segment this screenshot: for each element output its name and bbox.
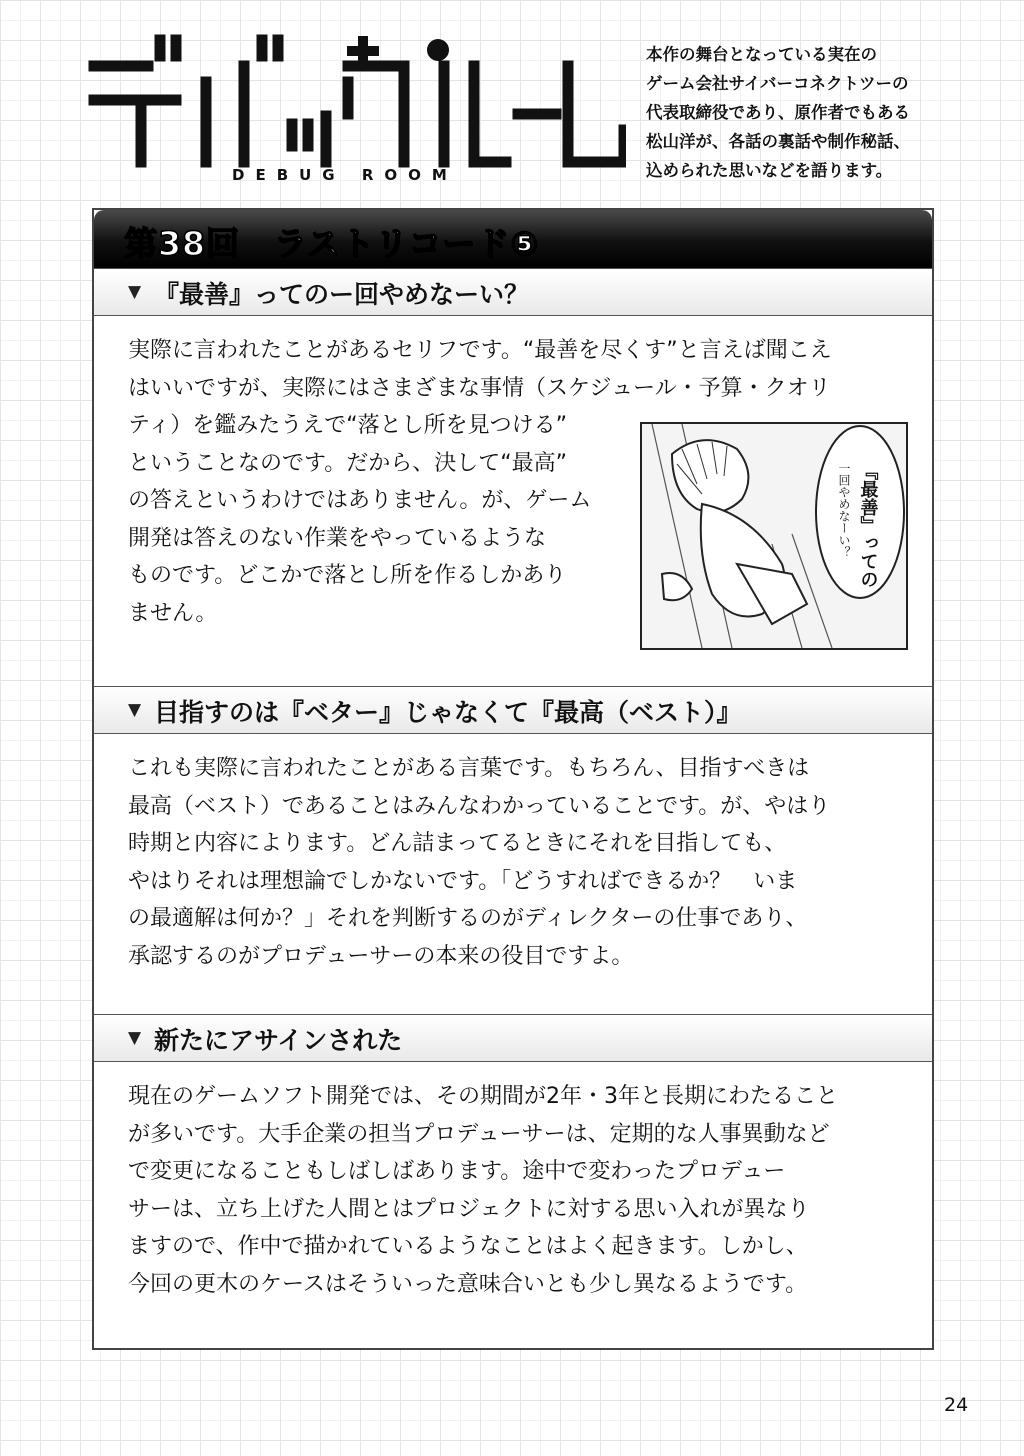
body-line: 今回の更木のケースはそういった意味合いとも少し異なるようです。: [128, 1271, 808, 1297]
body-line: 時期と内容によります。どん詰まってるときにそれを目指しても、: [128, 831, 787, 856]
triangle-down-icon: ▼: [128, 1028, 142, 1048]
body-line: で変更になることもしばしばあります。途中で変わったプロデュー: [128, 1159, 786, 1184]
title-bar: [94, 210, 932, 268]
body-line: の答えというわけではありません。が、ゲーム: [128, 488, 592, 513]
body-line: ますので、作中で描かれているようなことはよく起きます。しかし、: [128, 1234, 808, 1259]
body-line: ティ）を鑑みたうえで“落とし所を見つける”: [128, 413, 568, 438]
page-number: 24: [944, 1394, 969, 1416]
article-box: [92, 208, 934, 1350]
logo-subtitle: DEBUG ROOM: [232, 166, 458, 184]
manga-panel: [640, 422, 908, 650]
body-line: 開発は答えのない作業をやっているような: [128, 525, 547, 551]
body-line: 実際に言われたことがあるセリフです。“最善を尽くす”と言えば聞こえ: [128, 338, 832, 363]
body-line: 承認するのがプロデューサーの本来の役目ですよ。: [128, 943, 634, 969]
body-line: ということなのです。だから、決して“最高”: [128, 450, 568, 476]
intro-line: 本作の舞台となっている実在の: [646, 45, 877, 64]
intro-line: 代表取締役であり、原作者でもある: [646, 103, 910, 122]
intro-line: 松山洋が、各話の裏話や制作秘話、: [646, 132, 910, 151]
manga-illustration: [642, 424, 906, 648]
body-line: 最高（ベスト）であることはみんなわかっていることです。が、やはり: [128, 793, 831, 819]
triangle-down-icon: ▼: [128, 700, 142, 720]
body-line: やはりそれは理想論でしかないです。「どうすればできるか？ いま: [128, 868, 798, 894]
section-body-3: [128, 1078, 838, 1303]
article-title: 第38回 ラストリコード⑤: [124, 224, 540, 263]
body-line: 現在のゲームソフト開発では、その期間が2年・3年と長期にわたること: [128, 1084, 838, 1109]
body-line: これも実際に言われたことがある言葉です。もちろん、目指すべきは: [128, 756, 810, 781]
section-heading-2: [94, 686, 932, 734]
section-heading-1: [94, 268, 932, 316]
body-line: ものです。どこかで落とし所を作るしかあり: [128, 563, 567, 588]
triangle-down-icon: ▼: [128, 282, 142, 302]
section-title: 新たにアサインされた: [154, 1026, 403, 1055]
body-line: サーは、立ち上げた人間とはプロジェクトに対する思い入れが異なり: [128, 1196, 810, 1222]
body-line: が多いです。大手企業の担当プロデューサーは、定期的な人事異動など: [128, 1121, 830, 1147]
body-line: ません。: [128, 600, 218, 626]
logo-mark: [86, 30, 626, 170]
section-title: 目指すのは『ベター』じゃなくて『最高（ベスト）』: [154, 698, 742, 727]
speech-line: 一回やめなーい？: [837, 462, 851, 558]
intro-line: 込められた思いなどを語ります。: [646, 161, 893, 180]
body-line: はいいですが、実際にはさまざまな事情（スケジュール・予算・クオリ: [128, 375, 831, 401]
section-heading-3: [94, 1014, 932, 1062]
body-line: の最適解は何か？」それを判断するのがディレクターの仕事であり、: [128, 906, 808, 931]
intro-text: [646, 40, 946, 185]
section-body-2: [128, 750, 830, 975]
section-title: 『最善』ってのー回やめなーい？: [154, 280, 530, 309]
speech-line: 『最善』っての: [857, 462, 879, 588]
intro-line: ゲーム会社サイバーコネクトツーの: [646, 74, 909, 93]
